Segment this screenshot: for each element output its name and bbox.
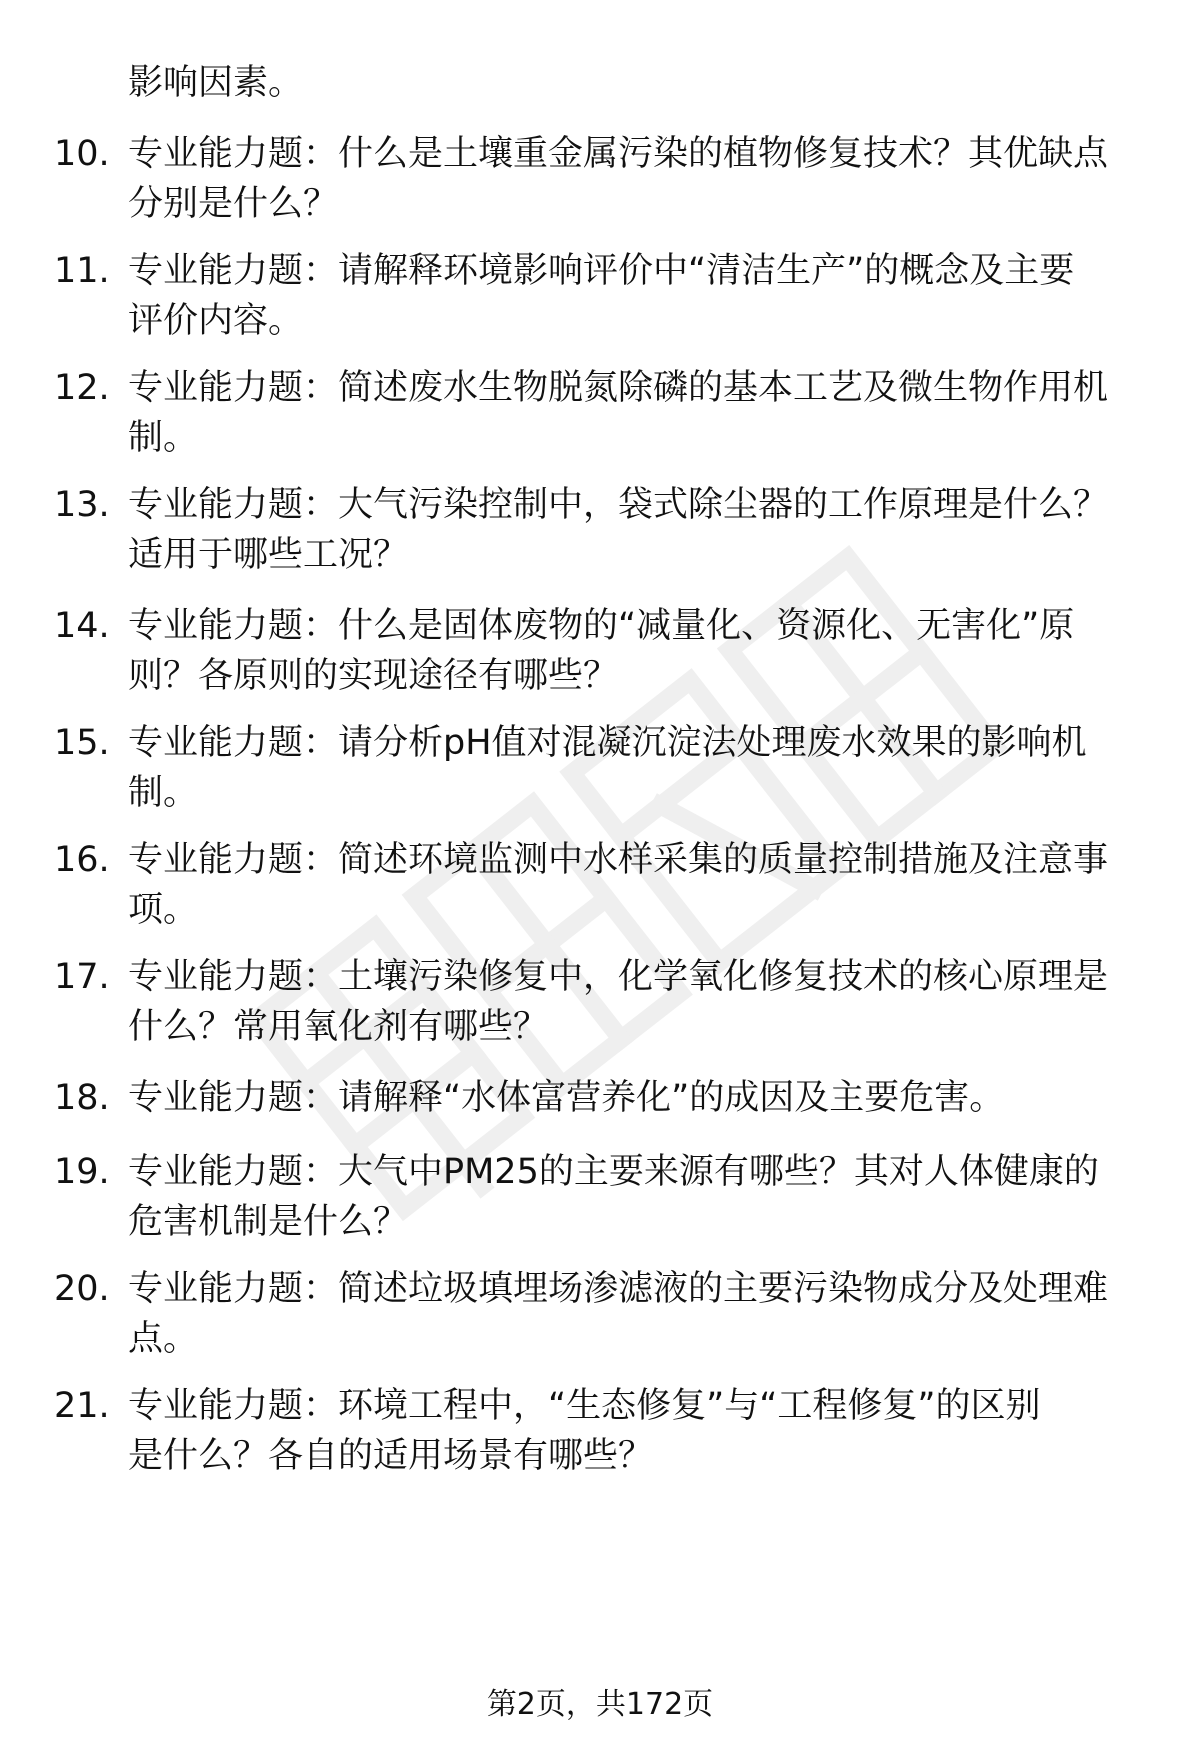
question-text-line: 则？各原则的实现途径有哪些？ [128, 656, 619, 696]
continuation-text: 影响因素。 [128, 63, 304, 103]
question-text-line: 评价内容。 [128, 301, 304, 341]
question-number: 16. [54, 840, 110, 880]
question-text [128, 835, 1138, 935]
question-number: 13. [54, 485, 110, 525]
question-number: 11. [54, 251, 110, 291]
question-text-line: 专业能力题：土壤污染修复中，化学氧化修复技术的核心原理是 [128, 957, 1109, 997]
question-text-line: 危害机制是什么？ [128, 1202, 409, 1242]
question-text [128, 1264, 1138, 1364]
question-text-line: 专业能力题：请分析pH值对混凝沉淀法处理废水效果的影响机 [128, 723, 1087, 763]
question-text-line: 专业能力题：简述垃圾填埋场渗滤液的主要污染物成分及处理难 [128, 1269, 1109, 1309]
question-text-line: 专业能力题：什么是固体废物的“减量化、资源化、无害化”原 [128, 606, 1075, 646]
question-text-line: 专业能力题：请解释环境影响评价中“清洁生产”的概念及主要 [128, 251, 1075, 291]
question-text-line: 专业能力题：简述环境监测中水样采集的质量控制措施及注意事 [128, 840, 1109, 880]
question-text [128, 480, 1138, 580]
question-text-line: 专业能力题：环境工程中，“生态修复”与“工程修复”的区别 [128, 1386, 1041, 1426]
question-text [128, 1381, 1138, 1481]
question-text [128, 1147, 1138, 1247]
page-footer: 第2页，共172页 [486, 1687, 714, 1722]
question-text-line: 专业能力题：简述废水生物脱氮除磷的基本工艺及微生物作用机 [128, 368, 1109, 408]
question-text [128, 246, 1138, 346]
question-text-line: 项。 [128, 890, 199, 930]
question-number: 12. [54, 368, 110, 408]
question-number: 17. [54, 957, 110, 997]
question-number: 21. [54, 1386, 110, 1426]
question-text [128, 1073, 1138, 1123]
question-text [128, 363, 1138, 463]
question-number: 15. [54, 723, 110, 763]
question-text [128, 718, 1138, 818]
question-text-line: 制。 [128, 773, 199, 813]
question-text-line: 专业能力题：大气中PM25的主要来源有哪些？其对人体健康的 [128, 1152, 1099, 1192]
question-number: 14. [54, 606, 110, 646]
question-text-line: 点。 [128, 1319, 199, 1359]
question-text-line: 是什么？各自的适用场景有哪些？ [128, 1436, 654, 1476]
question-text-line: 专业能力题：什么是土壤重金属污染的植物修复技术？其优缺点 [128, 134, 1109, 174]
question-text-line: 什么？常用氧化剂有哪些？ [128, 1007, 549, 1047]
question-text-line: 适用于哪些工况？ [128, 535, 409, 575]
question-number: 19. [54, 1152, 110, 1192]
question-text-line: 专业能力题：大气污染控制中，袋式除尘器的工作原理是什么？ [128, 485, 1109, 525]
question-text [128, 601, 1138, 701]
question-number: 10. [54, 134, 110, 174]
question-text [128, 952, 1138, 1052]
question-number: 18. [54, 1078, 110, 1118]
question-text-line: 分别是什么？ [128, 184, 339, 224]
question-number: 20. [54, 1269, 110, 1309]
question-text-line: 专业能力题：请解释“水体富营养化”的成因及主要危害。 [128, 1078, 1005, 1118]
question-text [128, 129, 1138, 229]
question-text-line: 制。 [128, 418, 199, 458]
